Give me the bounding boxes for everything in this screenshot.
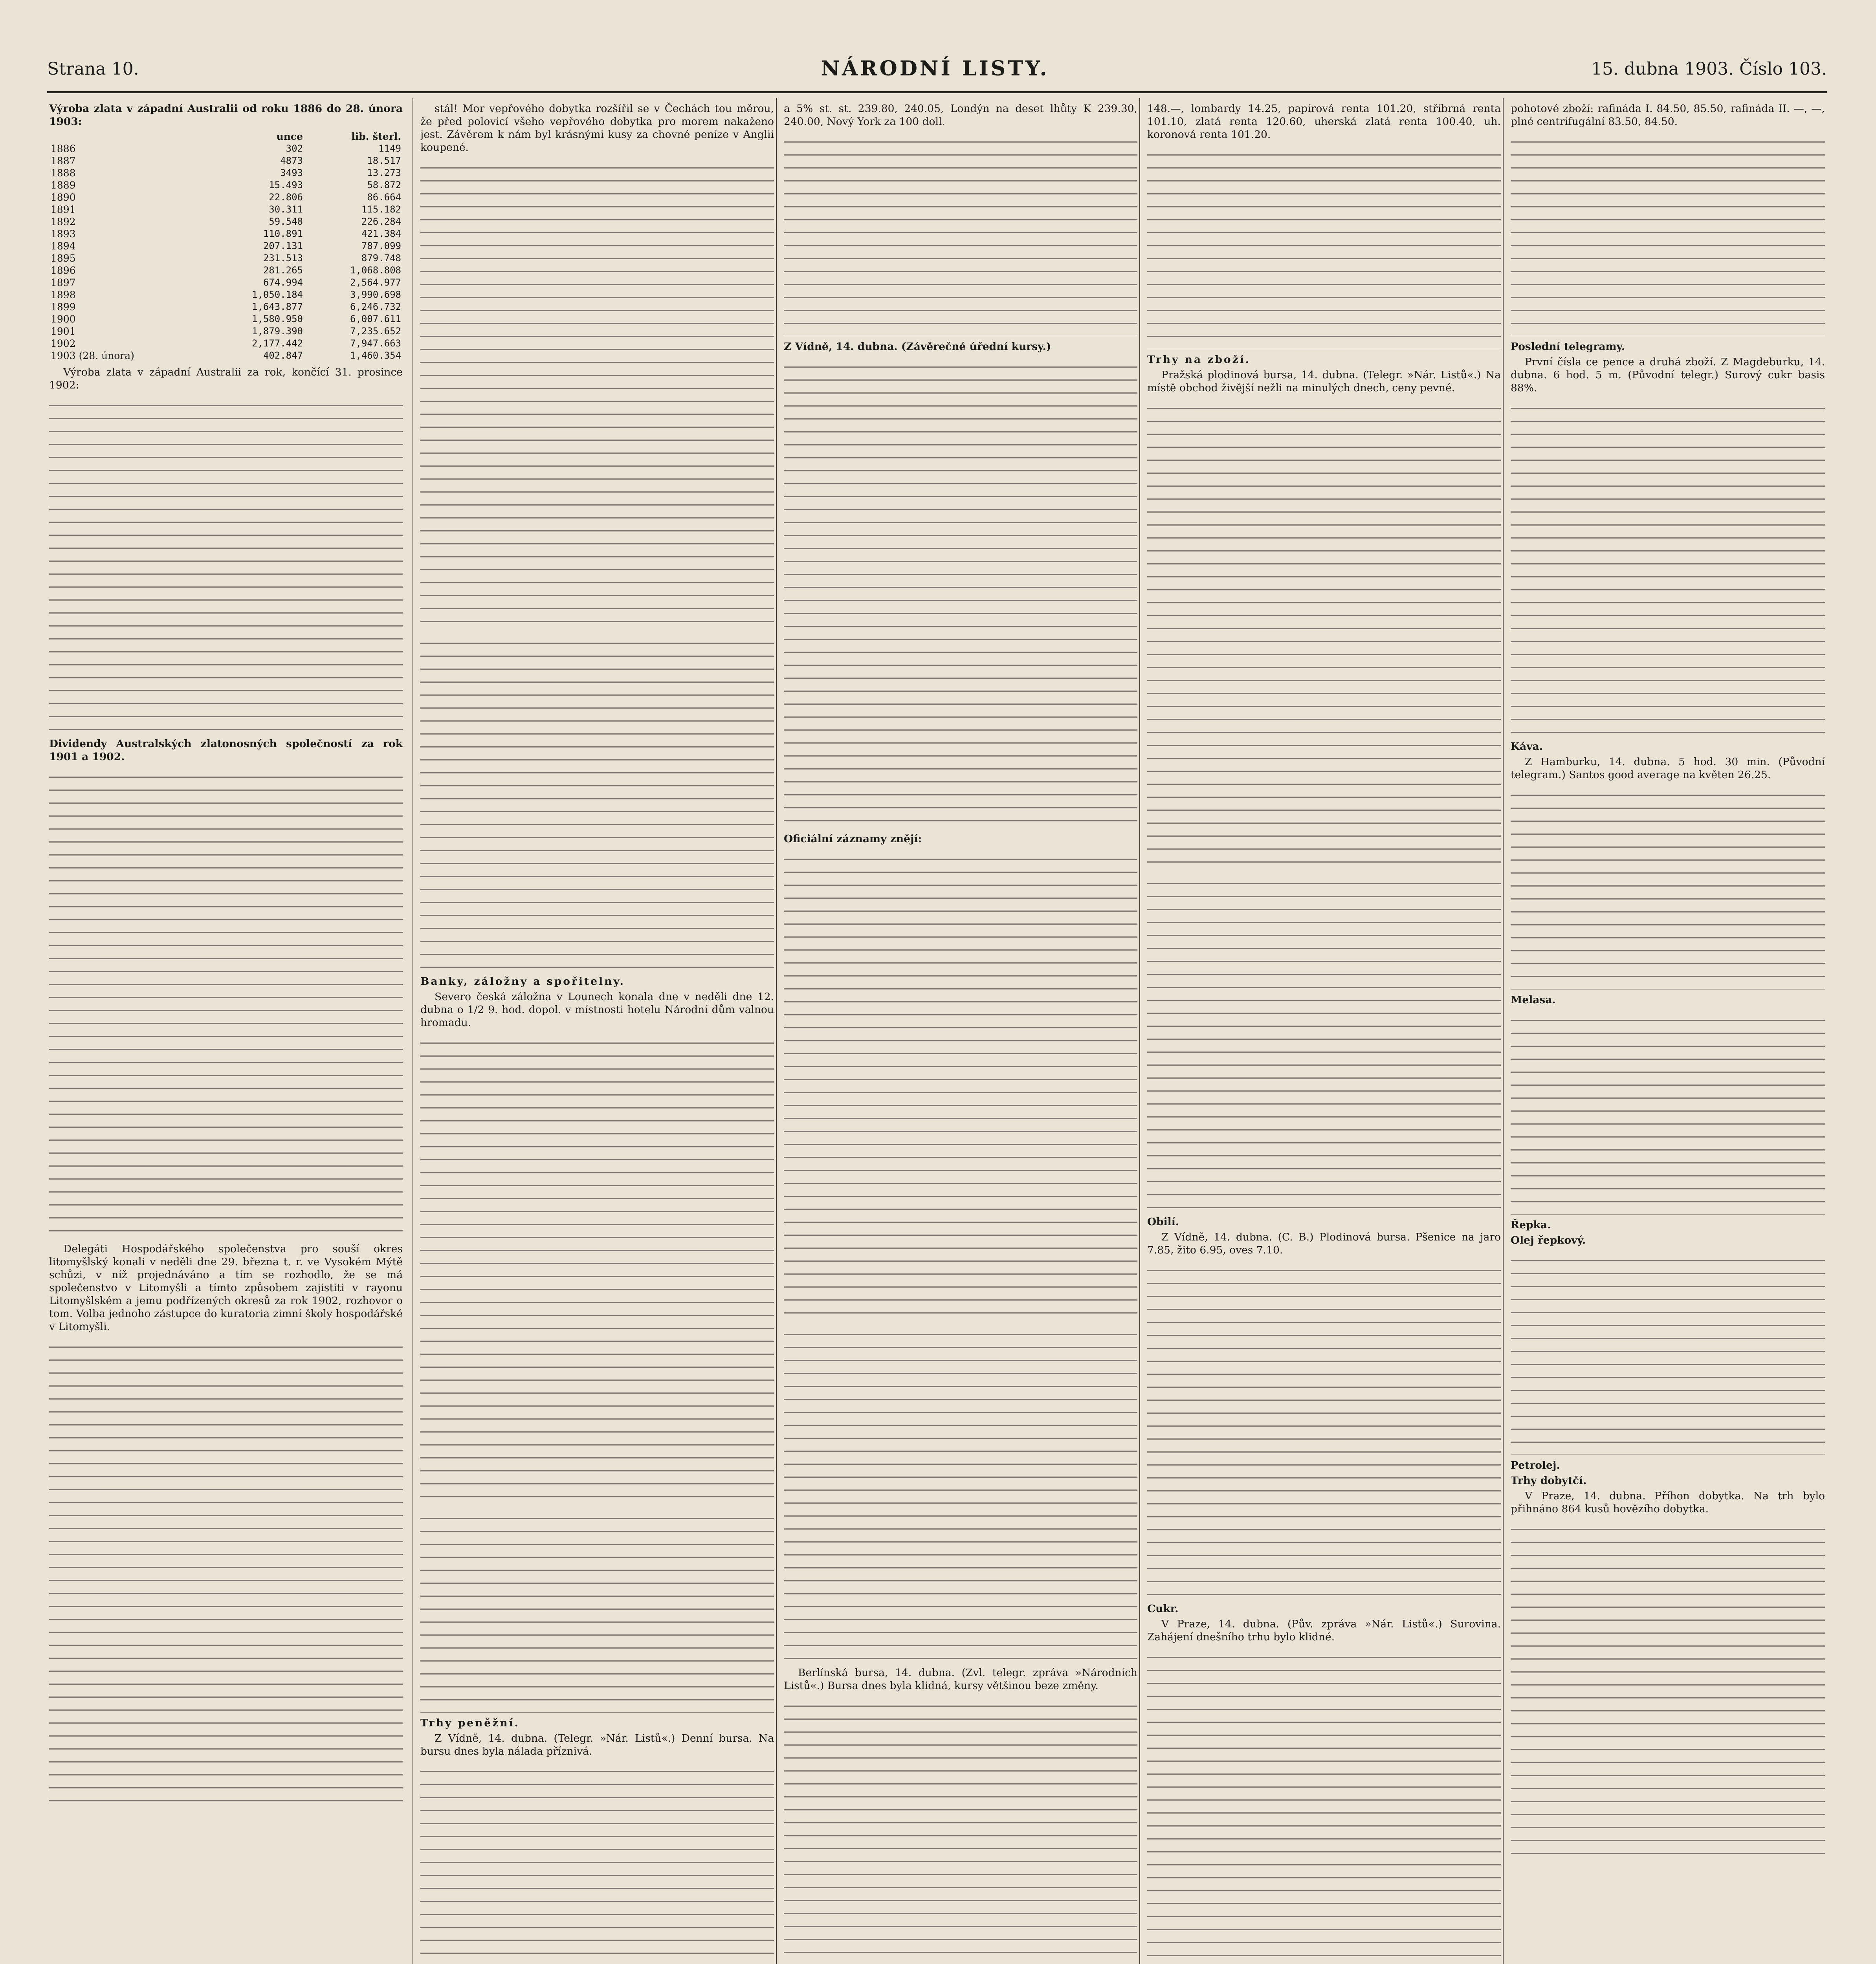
- article-paragraph: První čísla ce pence a druhá zboží. Z Magdeburku, 14. dubna. 6 hod. 5 m. (Původní telegr.) Surový cukr basis 88%.: [1511, 356, 1825, 394]
- text-block: [784, 849, 1137, 1321]
- article-paragraph: V Praze, 14. dubna. (Pův. zpráva »Nár. Listů«.) Surovina. Zahájení dnešního trhu bylo klidné.: [1147, 1618, 1501, 1643]
- text-block: [1147, 1647, 1501, 1964]
- column-divider: [776, 98, 777, 1964]
- article-heading: Obilí.: [1147, 1216, 1179, 1228]
- table-row: 1896 281.265 1,068.808: [51, 265, 401, 276]
- column-5: [1511, 102, 1825, 1964]
- text-block: [784, 1696, 1137, 1964]
- issue-date: 15. dubna 1903. Číslo 103.: [1591, 59, 1827, 79]
- text-block: [49, 767, 403, 1238]
- column-divider: [1139, 98, 1140, 1964]
- article-paragraph: 148.—, lombardy 14.25, papírová renta 101.20, stříbrná renta 101.10, zlatá renta 120.60, uherská zlatá renta 100.40, uh. koronová renta 101.20.: [1147, 103, 1501, 141]
- text-block: [1511, 1251, 1825, 1455]
- text-block: [49, 396, 403, 733]
- page-number: Strana 10.: [47, 59, 139, 79]
- article-heading: Trhy dobytčí.: [1511, 1475, 1587, 1487]
- text-block: [1511, 1010, 1825, 1215]
- article-paragraph: Z Vídně, 14. dubna. (C. B.) Plodinová bursa. Pšenice na jaro 7.85, žito 6.95, oves 7.10.: [1147, 1231, 1501, 1256]
- article-heading: Poslední telegramy.: [1511, 341, 1625, 353]
- text-block: [1511, 785, 1825, 989]
- article-heading: Olej řepkový.: [1511, 1234, 1586, 1246]
- text-block: [1511, 398, 1825, 736]
- article-paragraph: Výroba zlata v západní Australii za rok, končící 31. prosince 1902:: [49, 366, 403, 391]
- text-block: [1147, 398, 1501, 870]
- page-header: [47, 59, 1827, 86]
- table-row: 1890 22.806 86.664: [51, 192, 401, 203]
- article-paragraph: Pražská plodinová bursa, 14. dubna. (Telegr. »Nár. Listů«.) Na místě obchod živější nežli na minulých dnech, ceny pevné.: [1147, 369, 1501, 394]
- text-block: [1147, 1260, 1501, 1598]
- table-row: 1900 1,580.950 6,007.611: [51, 313, 401, 325]
- table-row: 1895 231.513 879.748: [51, 253, 401, 264]
- article-heading: Káva.: [1511, 740, 1543, 753]
- article-heading: Oficiální záznamy znějí:: [784, 833, 922, 845]
- column-4: [1147, 102, 1501, 1964]
- text-block: [420, 1762, 774, 1964]
- masthead-title: NÁRODNÍ LISTY.: [821, 57, 1049, 81]
- article-paragraph: a 5% st. st. 239.80, 240.05, Londýn na deset lhůty K 239.30, 240.00, Nový York za 100 doll.: [784, 103, 1137, 128]
- text-block: [1511, 1519, 1825, 1857]
- text-block: [784, 132, 1137, 336]
- table-row: 1901 1,879.390 7,235.652: [51, 326, 401, 337]
- article-paragraph: Z Vídně, 14. dubna. (Telegr. »Nár. Listů«.) Denní bursa. Na bursu dnes byla nálada příznivá.: [420, 1732, 774, 1757]
- table-row: 1893 110.891 421.384: [51, 228, 401, 240]
- column-1: [49, 102, 403, 1964]
- table-row: 1899 1,643.877 6,246.732: [51, 301, 401, 313]
- column-2: [420, 102, 774, 1964]
- article-paragraph: Delegáti Hospodářského společenstva pro souší okres litomyšlský konali v neděli dne 29. března t. r. ve Vysokém Mýtě schůzi, v níž projednáváno a tím se rozhodlo, že se má společenstvo v Litomyšli a tímto způsobem zajistiti v rayonu Litomyšlském a jemu podřízených okresů za rok 1902, rozhovor o tom. Volba jednoho zástupce do kuratoria zimní školy hospodářské v Litomyšli.: [49, 1243, 403, 1333]
- article-heading: Z Vídně, 14. dubna. (Závěrečné úřední kursy.): [784, 341, 1051, 353]
- table-row: 1892 59.548 226.284: [51, 216, 401, 227]
- text-block: [420, 633, 774, 971]
- table-row: 1891 30.311 115.182: [51, 204, 401, 215]
- article-heading: Melasa.: [1511, 994, 1556, 1006]
- gold-production-table: [49, 130, 403, 362]
- header-rule: [47, 91, 1827, 93]
- table-row: 1902 2,177.442 7,947.663: [51, 338, 401, 349]
- table-header-row: unce lib. šterl.: [276, 131, 401, 142]
- text-block: [1511, 132, 1825, 336]
- text-block: [1147, 874, 1501, 1211]
- article-paragraph: stál! Mor vepřového dobytka rozšířil se v Čechách tou měrou, že před polovicí všeho vepřového dobytka pro morem nakaženo jest. Závěrem k nám byl krásnými kusy za chovné peníze v Anglii koupené.: [420, 103, 774, 154]
- column-3: [784, 102, 1137, 1964]
- text-block: [420, 158, 774, 629]
- text-block: [784, 357, 1137, 828]
- table-row: 1903 (28. února) 402.847 1,460.354: [51, 350, 401, 361]
- table-row: 1886 302 1149: [51, 143, 401, 154]
- article-paragraph: Berlínská bursa, 14. dubna. (Zvl. telegr. zpráva »Národních Listů«.) Bursa dnes byla klidná, kursy většinou beze změny.: [784, 1667, 1137, 1692]
- table-row: 1894 207.131 787.099: [51, 240, 401, 252]
- table-row: 1887 4873 18.517: [51, 155, 401, 167]
- text-block: [784, 1325, 1137, 1662]
- column-divider: [1503, 98, 1504, 1964]
- gold-table-title: Výroba zlata v západní Australii od roku 1886 do 28. února 1903:: [49, 103, 403, 128]
- text-block: [1147, 145, 1501, 349]
- table-row: 1889 15.493 58.872: [51, 180, 401, 191]
- article-heading: Cukr.: [1147, 1603, 1179, 1615]
- section-heading: Trhy na zboží.: [1147, 354, 1251, 366]
- text-block: [420, 1508, 774, 1713]
- text-block: [420, 1033, 774, 1504]
- text-block: [49, 1337, 403, 1808]
- section-heading: Banky, záložny a spořitelny.: [420, 975, 625, 987]
- article-paragraph: Severo česká záložna v Lounech konala dne v neděli dne 12. dubna o 1/2 9. hod. dopol. v místnosti hotelu Národní dům valnou hromadu.: [420, 991, 774, 1029]
- article-heading: Petrolej.: [1511, 1459, 1560, 1471]
- article-paragraph: Z Hamburku, 14. dubna. 5 hod. 30 min. (Původní telegram.) Santos good average na květen 26.25.: [1511, 756, 1825, 781]
- article-heading: Řepka.: [1511, 1219, 1551, 1231]
- section-heading: Trhy peněžní.: [420, 1717, 520, 1729]
- article-paragraph: pohotové zboží: rafináda I. 84.50, 85.50, rafináda II. —, —, plné centrifugální 83.50, 84.50.: [1511, 103, 1825, 128]
- table-row: 1898 1,050.184 3,990.698: [51, 289, 401, 300]
- table-row: 1897 674.994 2,564.977: [51, 277, 401, 288]
- article-paragraph: V Praze, 14. dubna. Příhon dobytka. Na trh bylo přihnáno 864 kusů hovězího dobytka.: [1511, 1490, 1825, 1515]
- article-heading: Dividendy Australských zlatonosných společností za rok 1901 a 1902.: [49, 738, 403, 763]
- table-row: 1888 3493 13.273: [51, 167, 401, 179]
